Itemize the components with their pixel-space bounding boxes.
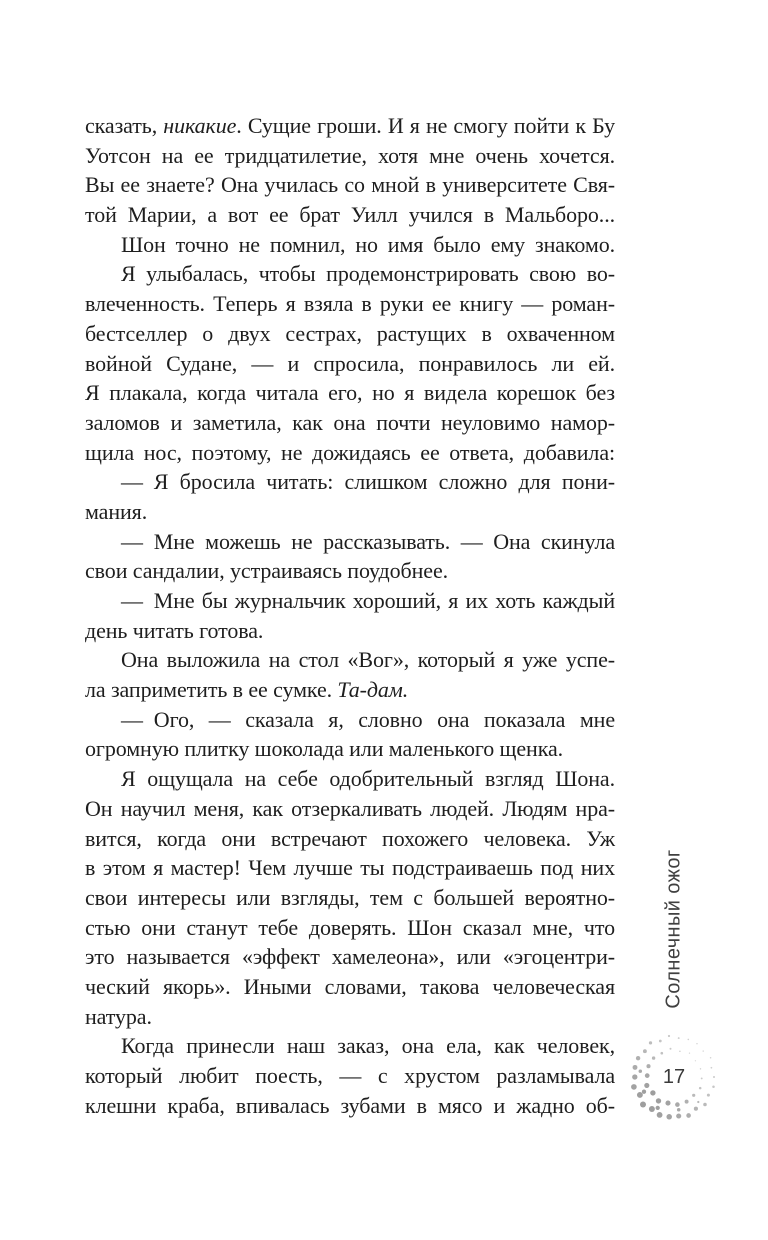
text-line: — Я бросила читать: слишком сложно для пони- (121, 469, 615, 495)
text-line: щила нос, поэтому, не дожидаясь ее ответа, добавила: (85, 439, 615, 465)
text-line: Он научил меня, как отзеркаливать людей. Людям нра- (85, 795, 615, 821)
text-line: огромную плитку шоколада или маленького щенка. (85, 736, 564, 762)
text-line: который любит поесть, — с хрустом разламывала (85, 1063, 615, 1088)
text-line: Вы ее знаете? Она училась со мной в университете Свя- (85, 172, 615, 198)
text-line: той Марии, а вот ее брат Уилл учился в Мальборо... (85, 202, 615, 228)
page-number: 17 (662, 1065, 686, 1088)
text-line: заломов и заметила, как она почти неуловимо намор- (85, 409, 615, 435)
text-line: Уотсон на ее тридцатилетие, хотя мне очень хочется. (85, 142, 615, 168)
text-line: день читать готова. (85, 617, 264, 643)
text-line: войной Судане, — и спросила, понравилось ли ей. (85, 350, 615, 376)
text-line: сказать, никакие. Сущие гроши. И я не смогу пойти к Бу (85, 113, 615, 138)
text-line: свои сандалии, устраиваясь поудобнее. (85, 558, 449, 584)
text-line: бестселлер о двух сестрах, растущих в охваченном (85, 320, 615, 346)
text-line: клешни краба, впивалась зубами в мясо и жадно об- (85, 1092, 615, 1118)
page-number-ornament (629, 1032, 719, 1122)
text-line: ческий якорь». Иными словами, такова человеческая (85, 973, 615, 999)
text-line: Шон точно не помнил, но имя было ему знакомо. (121, 231, 615, 257)
text-line: в этом я мастер! Чем лучше ты подстраиваешь под них (85, 855, 615, 881)
text-line: свои интересы или взгляды, тем с большей вероятно- (85, 884, 615, 910)
running-title: Солнечный ожог (662, 849, 685, 1009)
text-line: это называется «эффект хамелеона», или «эгоцентри- (85, 944, 615, 970)
text-line: Я плакала, когда читала его, но я видела корешок без (85, 380, 615, 406)
text-line: Я ощущала на себе одобрительный взгляд Шона. (121, 766, 615, 792)
body-text (85, 111, 615, 1120)
text-line: Она выложила на стол «Вог», который я уже успе- (121, 647, 615, 673)
text-line: стью они станут тебе доверять. Шон сказал мне, что (85, 914, 615, 940)
text-line: — Мне можешь не рассказывать. — Она скинула (121, 528, 615, 554)
text-line: — Мне бы журнальчик хороший, я их хоть каждый (121, 588, 615, 613)
text-line: вится, когда они встречают похожего человека. Уж (85, 825, 615, 851)
text-line: Когда принесли наш заказ, она ела, как человек, (121, 1033, 615, 1059)
text-line: ла заприметить в ее сумке. Та-дам. (85, 677, 409, 703)
text-line: Я улыбалась, чтобы продемонстрировать свою во- (121, 261, 615, 287)
text-line: натура. (85, 1003, 152, 1029)
text-line: — Ого, — сказала я, словно она показала мне (121, 706, 615, 732)
text-line: влеченность. Теперь я взяла в руки ее книгу — роман- (85, 291, 615, 317)
text-line: мания. (85, 498, 148, 524)
